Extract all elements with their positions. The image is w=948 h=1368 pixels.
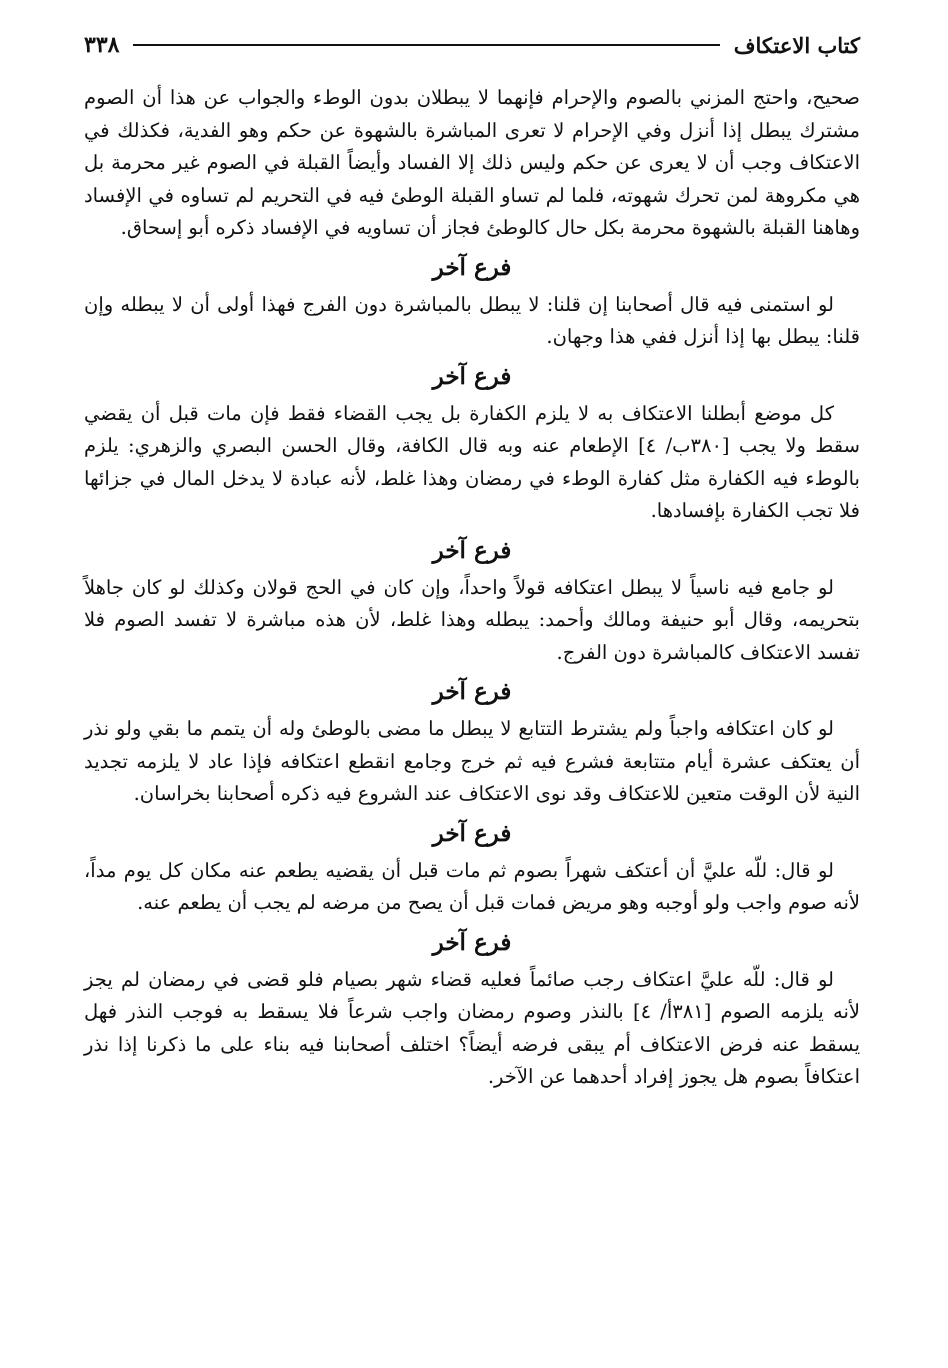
paragraph: لو قال: للّه عليَّ اعتكاف رجب صائماً فعليه قضاء شهر بصيام فلو قضى في رمضان لم يجز لأنه يلزمه الصوم [٣٨١أ/ ٤] بالنذر وصوم رمضان واجب شرعاً فلا يسقط به فوجب النذر فهل يسقط عنه فرض الاعتكاف أم يبقى فرضه أيضاً؟ اختلف أصحابنا فيه بناء على ما ذكرنا إذا نذر اعتكافاً بصوم هل يجوز إفراد أحدهما عن الآخر.	[84, 967, 860, 1088]
section-heading: فرع آخر	[432, 678, 512, 705]
section-heading: فرع آخر	[432, 536, 512, 564]
page-number: ٣٣٨	[84, 32, 120, 58]
paragraph: لو كان اعتكافه واجباً ولم يشترط التتابع لا يبطل ما مضى بالوطئ وله أن يتمم ما بقي ولو نذر أن يعتكف عشرة أيام متتابعة فشرع فيه ثم خرج وجامع انقطع اعتكافه فإذا عاد لا يلزمه تجديد النية لأن الوقت متعين للاعتكاف وقد نوى الاعتكاف عند الشروع فيه ذكره أصحابنا بخراسان.	[84, 717, 860, 805]
body-text	[84, 82, 860, 1094]
paragraph: كل موضع أبطلنا الاعتكاف به لا يلزم الكفارة بل يجب القضاء فقط فإن مات قبل أن يقضي سقط ولا يجب [٣٨٠ب/ ٤] الإطعام عنه وبه قال الكافة، وقال الحسن البصري والزهري: يلزم بالوطء فيه الكفارة مثل كفارة الوطء في رمضان وهذا غلط، لأنه عبادة لا يدخل المال في جزائها فلا تجب الكفارة بإفسادها.	[84, 401, 860, 522]
paragraph-intro: صحيح، واحتج المزني بالصوم والإحرام فإنهما لا يبطلان بدون الوطء والجواب عن هذا أن الصوم مشترك يبطل إذا أنزل وفي الإحرام لا تعرى المباشرة بالشهوة عن حكم وهو الفدية، فكذلك في الاعتكاف وجب أن لا يعرى عن حكم وليس ذلك إلا الفساد وأيضاً القبلة في الصوم غير محرمة بل هي مكروهة لمن تحرك شهوته، فلما لم تساو القبلة الوطئ فيه في التحريم لم تساوه في الإفساد وهاهنا القبلة بالشهوة محرمة بكل حال كالوطئ فجاز أن تساويه في الإفساد ذكره أبو إسحاق.	[84, 86, 860, 239]
paragraph: لو استمنى فيه قال أصحابنا إن قلنا: لا يبطل بالمباشرة دون الفرج فهذا أولى أن لا يبطله وإن قلنا: يبطل بها إذا أنزل ففي هذا وجهان.	[84, 292, 860, 348]
paragraph: لو جامع فيه ناسياً لا يبطل اعتكافه قولاً واحداً، وإن كان في الحج قولان وكذلك لو كان جاهلاً بتحريمه، وقال أبو حنيفة ومالك وأحمد: يبطله وهذا غلط، لأن هذه مباشرة لا تفسد الصوم فلا تفسد الاعتكاف كالمباشرة دون الفرج.	[84, 575, 860, 664]
section-heading: فرع آخر	[432, 253, 512, 281]
header-rule	[133, 44, 719, 46]
section-heading: فرع آخر	[432, 819, 512, 847]
chapter-title: كتاب الاعتكاف	[733, 32, 860, 58]
paragraph: لو قال: للّه عليَّ أن أعتكف شهراً بصوم ثم مات قبل أن يقضيه يطعم عنه مكان كل يوم مداً، لأنه صوم واجب ولو أوجبه وهو مريض فمات قبل أن يصح من مرضه لم يجب أن يطعم عنه.	[84, 858, 860, 914]
section-heading: فرع آخر	[432, 362, 512, 390]
section-heading: فرع آخر	[432, 928, 512, 956]
running-header	[84, 28, 860, 62]
